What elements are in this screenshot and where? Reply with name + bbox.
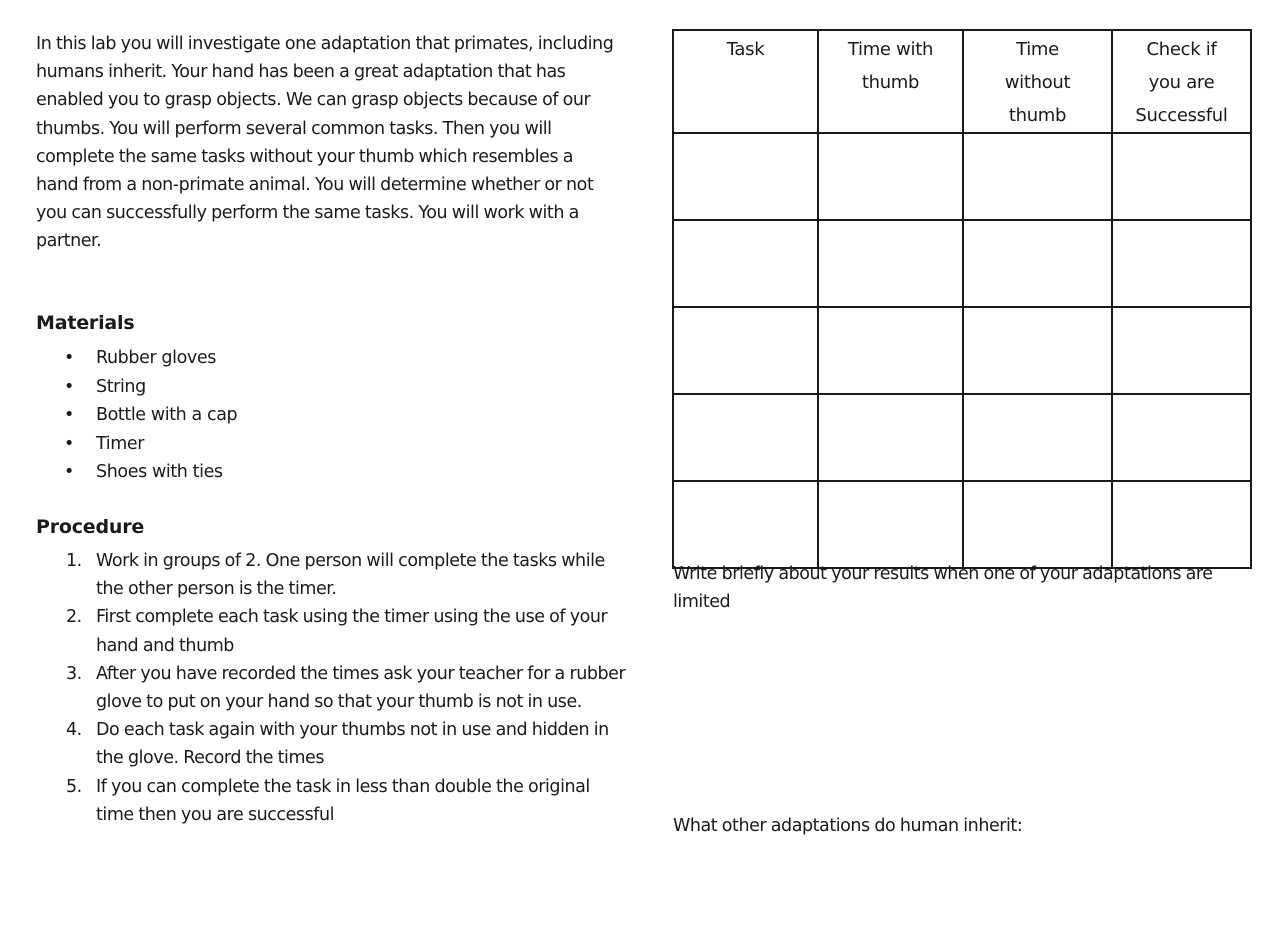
time-without-thumb-cell[interactable]	[963, 133, 1112, 220]
time-with-thumb-cell[interactable]	[818, 394, 963, 481]
success-check-cell[interactable]	[1112, 133, 1251, 220]
list-item: • Rubber gloves	[58, 344, 237, 373]
success-check-cell[interactable]	[1112, 307, 1251, 394]
results-table	[672, 29, 1252, 569]
table-row	[673, 481, 1251, 568]
step-number: 5.	[66, 776, 82, 797]
step-text: First complete each task using the timer using the use of your hand and thumb	[96, 607, 608, 656]
time-without-thumb-cell[interactable]	[963, 394, 1112, 481]
table-row	[673, 307, 1251, 394]
procedure-step	[66, 603, 626, 659]
materials-heading: Materials	[36, 312, 135, 334]
table-row	[673, 133, 1251, 220]
step-text: After you have recorded the times ask your teacher for a rubber glove to put on your hand so that your thumb is not in use.	[96, 663, 626, 713]
table-header-row	[673, 30, 1251, 133]
procedure-step	[66, 547, 626, 603]
intro-paragraph: In this lab you will investigate one adaptation that primates, including humans inherit. Your hand has been a great adaptation that has enabled you to grasp objects. We can grasp objects because of our thumbs. You will perform several common tasks. Then you will complete the same tasks without your thumb which resembles a hand from a non-primate animal. You will determine whether or not you can successfully perform the same tasks. You will work with a partner.	[36, 34, 614, 252]
step-number: 1.	[66, 551, 82, 571]
header-time-with-thumb	[818, 30, 963, 133]
procedure-step	[66, 773, 626, 829]
step-number: 3.	[66, 663, 82, 684]
step-text: Do each task again with your thumbs not in use and hidden in the glove. Record the times	[96, 720, 609, 769]
header-time-without-thumb	[963, 30, 1112, 133]
list-item: • Bottle with a cap	[58, 401, 237, 430]
time-with-thumb-cell[interactable]	[818, 481, 963, 568]
procedure-step	[66, 716, 626, 772]
step-number: 4.	[66, 720, 82, 741]
materials-list	[58, 344, 237, 487]
header-line: thumb	[1008, 105, 1067, 126]
table-row	[673, 394, 1251, 481]
success-check-cell[interactable]	[1112, 394, 1251, 481]
header-line: you are	[1148, 72, 1215, 93]
success-check-cell[interactable]	[1112, 220, 1251, 307]
task-cell[interactable]	[673, 133, 818, 220]
list-item: • Timer	[58, 430, 237, 459]
header-line: Task	[726, 39, 765, 60]
header-line: without	[1004, 72, 1071, 93]
time-with-thumb-cell[interactable]	[818, 133, 963, 220]
header-task	[673, 30, 818, 133]
task-cell[interactable]	[673, 220, 818, 307]
header-line: thumb	[861, 72, 920, 93]
task-cell[interactable]	[673, 307, 818, 394]
header-line: Time with	[847, 39, 934, 60]
header-check-successful	[1112, 30, 1251, 133]
header-line: Time	[1016, 39, 1059, 60]
header-line: Successful	[1135, 105, 1228, 126]
list-item: • Shoes with ties	[58, 458, 237, 487]
step-text: If you can complete the task in less than double the original time then you are successful	[96, 776, 590, 825]
time-without-thumb-cell[interactable]	[963, 307, 1112, 394]
task-cell[interactable]	[673, 394, 818, 481]
intro-section	[36, 30, 616, 256]
success-check-cell[interactable]	[1112, 481, 1251, 568]
task-cell[interactable]	[673, 481, 818, 568]
results-prompt: Write briefly about your results when one of your adaptations are limited	[673, 564, 1213, 613]
list-item: • String	[58, 373, 237, 402]
time-without-thumb-cell[interactable]	[963, 481, 1112, 568]
step-number: 2.	[66, 607, 82, 628]
procedure-step	[66, 660, 626, 716]
other-adaptations-prompt: What other adaptations do human inherit:	[673, 816, 1023, 836]
step-text: Work in groups of 2. One person will complete the tasks while the other person is the timer.	[96, 551, 605, 600]
procedure-heading: Procedure	[36, 516, 145, 538]
time-with-thumb-cell[interactable]	[818, 307, 963, 394]
procedure-list	[66, 547, 626, 829]
header-line: Check if	[1146, 39, 1217, 60]
time-with-thumb-cell[interactable]	[818, 220, 963, 307]
time-without-thumb-cell[interactable]	[963, 220, 1112, 307]
table-row	[673, 220, 1251, 307]
